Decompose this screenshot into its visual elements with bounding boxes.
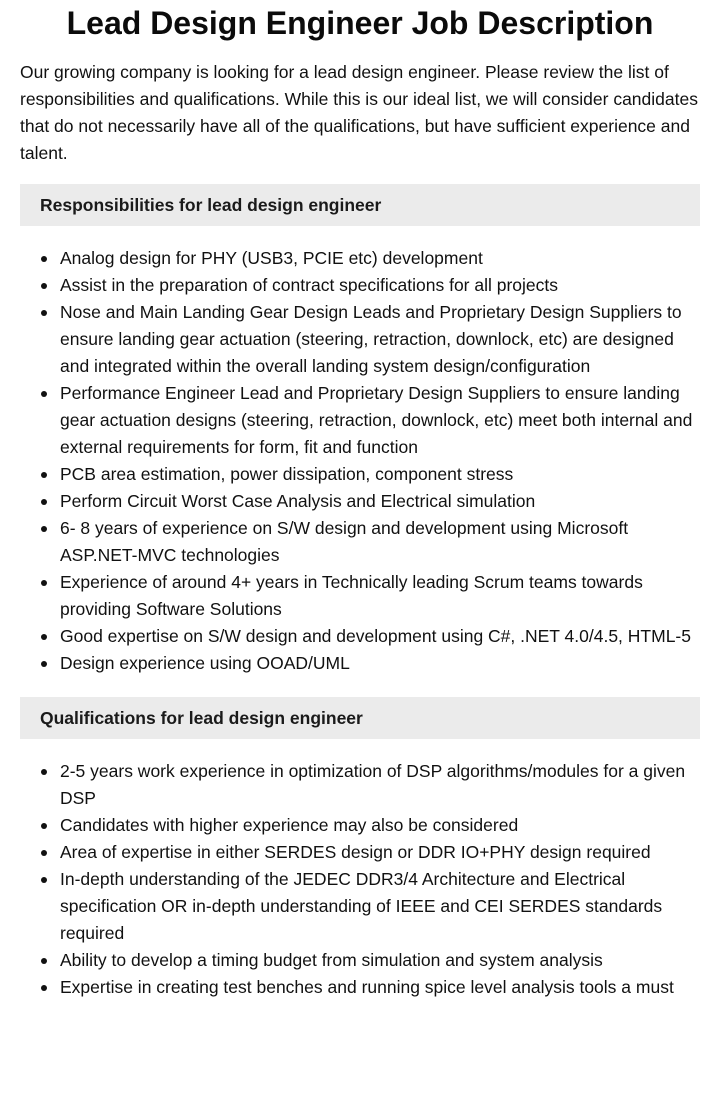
bullet-icon [41,634,47,640]
list-item [60,974,700,1001]
list-item [60,461,700,488]
list-item-text: Assist in the preparation of contract specifications for all projects [60,275,559,295]
bullet-icon [41,499,47,505]
list-item-text: Design experience using OOAD/UML [60,653,350,673]
list-item-text: Analog design for PHY (USB3, PCIE etc) development [60,248,483,268]
list-item [60,272,700,299]
bullet-icon [41,580,47,586]
list-item [60,623,700,650]
qualifications-list [20,758,700,1001]
bullet-icon [41,985,47,991]
bullet-icon [41,391,47,397]
list-item-text: Nose and Main Landing Gear Design Leads and Proprietary Design Suppliers to ensure landing gear actuation (steering, retraction, downlock, etc) are designed and integrated within the overall landing system design/configuration [60,302,682,376]
list-item-text: Perform Circuit Worst Case Analysis and Electrical simulation [60,491,536,511]
list-item-text: Good expertise on S/W design and development using C#, .NET 4.0/4.5, HTML-5 [60,626,691,646]
bullet-icon [41,256,47,262]
qualifications-heading: Qualifications for lead design engineer [20,697,700,739]
bullet-icon [41,310,47,316]
list-item [60,380,700,461]
bullet-icon [41,958,47,964]
list-item-text: Candidates with higher experience may also be considered [60,815,519,835]
list-item [60,488,700,515]
list-item-text: PCB area estimation, power dissipation, component stress [60,464,514,484]
list-item-text: 2-5 years work experience in optimization of DSP algorithms/modules for a given DSP [60,761,686,808]
list-item [60,812,700,839]
bullet-icon [41,472,47,478]
list-item [60,650,700,677]
list-item [60,839,700,866]
responsibilities-heading: Responsibilities for lead design engineer [20,184,700,226]
bullet-icon [41,769,47,775]
list-item [60,299,700,380]
bullet-icon [41,823,47,829]
bullet-icon [41,526,47,532]
list-item [60,569,700,623]
list-item-text: Expertise in creating test benches and running spice level analysis tools a must [60,977,674,997]
list-item [60,515,700,569]
responsibilities-list [20,245,700,677]
intro-paragraph: Our growing company is looking for a lead design engineer. Please review the list of responsibilities and qualifications. While this is our ideal list, we will consider candidates that do not necessarily have all of the qualifications, but have sufficient experience and talent. [20,62,698,163]
bullet-icon [41,850,47,856]
list-item-text: In-depth understanding of the JEDEC DDR3/4 Architecture and Electrical specification OR in-depth understanding of IEEE and CEI SERDES standards required [60,869,663,943]
list-item [60,866,700,947]
list-item [60,947,700,974]
list-item-text: 6- 8 years of experience on S/W design and development using Microsoft ASP.NET-MVC technologies [60,518,629,565]
list-item-text: Experience of around 4+ years in Technically leading Scrum teams towards providing Software Solutions [60,572,643,619]
list-item-text: Ability to develop a timing budget from simulation and system analysis [60,950,603,970]
list-item-text: Area of expertise in either SERDES design or DDR IO+PHY design required [60,842,651,862]
list-item [60,245,700,272]
page-title: Lead Design Engineer Job Description [66,5,654,41]
bullet-icon [41,661,47,667]
list-item-text: Performance Engineer Lead and Proprietary Design Suppliers to ensure landing gear actuation designs (steering, retraction, downlock, etc) meet both internal and external requirements for form, fit and function [60,383,693,457]
bullet-icon [41,283,47,289]
list-item [60,758,700,812]
bullet-icon [41,877,47,883]
